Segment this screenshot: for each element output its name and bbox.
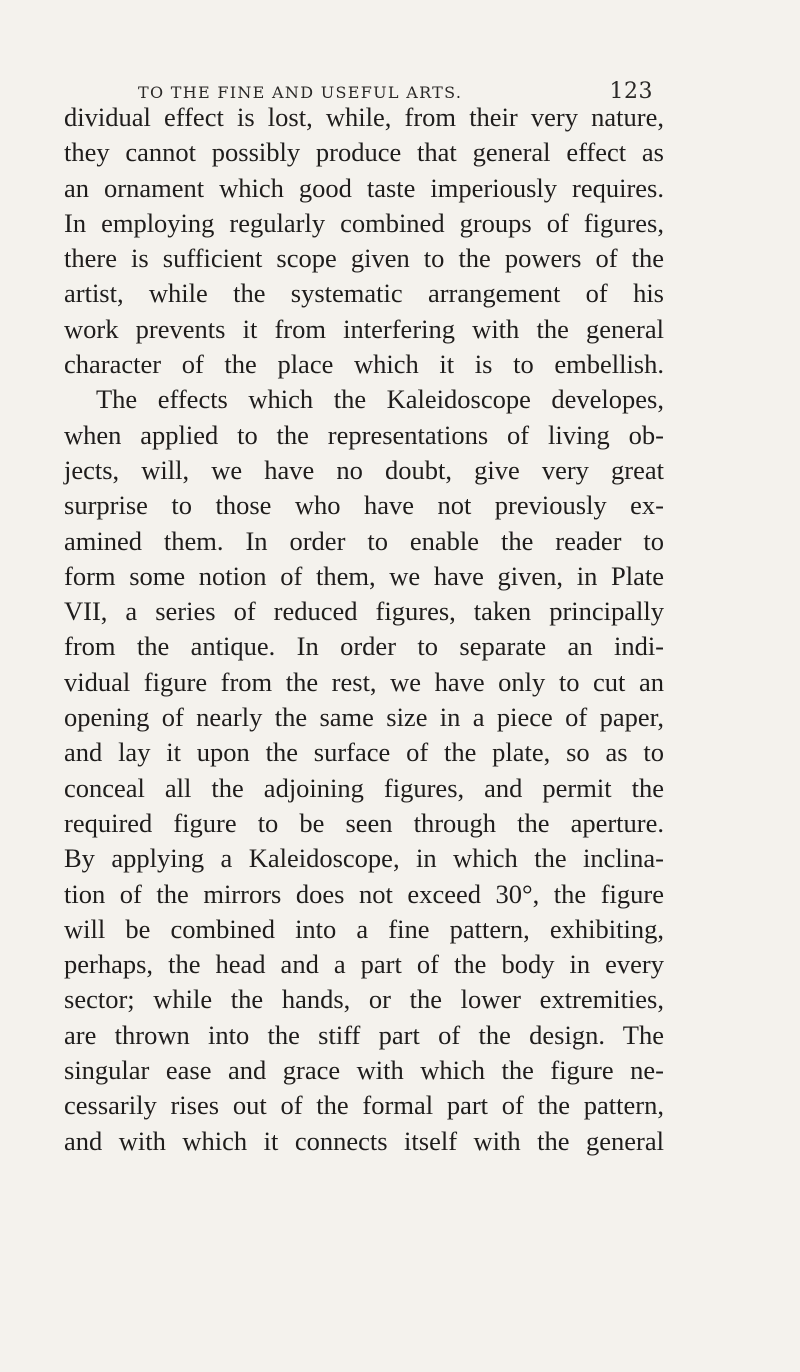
text-line: surprise to those who have not previously ex- [64, 490, 664, 521]
text-line: from the antique. In order to separate an indi- [64, 631, 664, 662]
text-line: and with which it connects itself with the general [64, 1125, 664, 1156]
text-line: an ornament which good taste imperiously requires. [64, 172, 664, 203]
text-line: and lay it upon the surface of the plate, so as to [64, 737, 664, 768]
text-line: VII, a series of reduced figures, taken principally [64, 596, 664, 627]
running-title: TO THE FINE AND USEFUL ARTS. [138, 83, 463, 102]
text-line: cessarily rises out of the formal part of the pattern, [64, 1090, 664, 1121]
text-line: dividual effect is lost, while, from their very nature, [64, 102, 664, 132]
text-line: they cannot possibly produce that general effect as [64, 137, 664, 168]
paragraph-first-line: The effects which the Kaleidoscope developes, [96, 384, 664, 415]
text-line: vidual figure from the rest, we have only to cut an [64, 666, 664, 697]
page-number: 123 [609, 79, 653, 104]
text-line: singular ease and grace with which the figure ne- [64, 1055, 664, 1086]
text-line: perhaps, the head and a part of the body in every [64, 949, 664, 980]
text-line: In employing regularly combined groups of figures, [64, 207, 664, 238]
text-line: amined them. In order to enable the reader to [64, 525, 664, 556]
text-line: By applying a Kaleidoscope, in which the inclina- [64, 843, 664, 874]
text-line: form some notion of them, we have given, in Plate [64, 560, 664, 591]
text-line: will be combined into a fine pattern, exhibiting, [64, 913, 664, 944]
text-line: conceal all the adjoining figures, and permit the [64, 772, 664, 803]
text-line: work prevents it from interfering with the general [64, 313, 664, 344]
text-line: are thrown into the stiff part of the design. The [64, 1019, 664, 1050]
text-line: when applied to the representations of living ob- [64, 419, 664, 450]
text-line: sector; while the hands, or the lower extremities, [64, 984, 664, 1015]
text-line: jects, will, we have no doubt, give very great [64, 454, 664, 485]
text-line: character of the place which it is to embellish. [64, 349, 664, 380]
body-text [64, 100, 664, 1159]
text-line: artist, while the systematic arrangement of his [64, 278, 664, 309]
text-line: required figure to be seen through the aperture. [64, 807, 664, 838]
text-line: opening of nearly the same size in a piece of paper, [64, 702, 664, 733]
text-line: there is sufficient scope given to the powers of the [64, 243, 664, 274]
text-line: tion of the mirrors does not exceed 30°, the figure [64, 878, 664, 909]
